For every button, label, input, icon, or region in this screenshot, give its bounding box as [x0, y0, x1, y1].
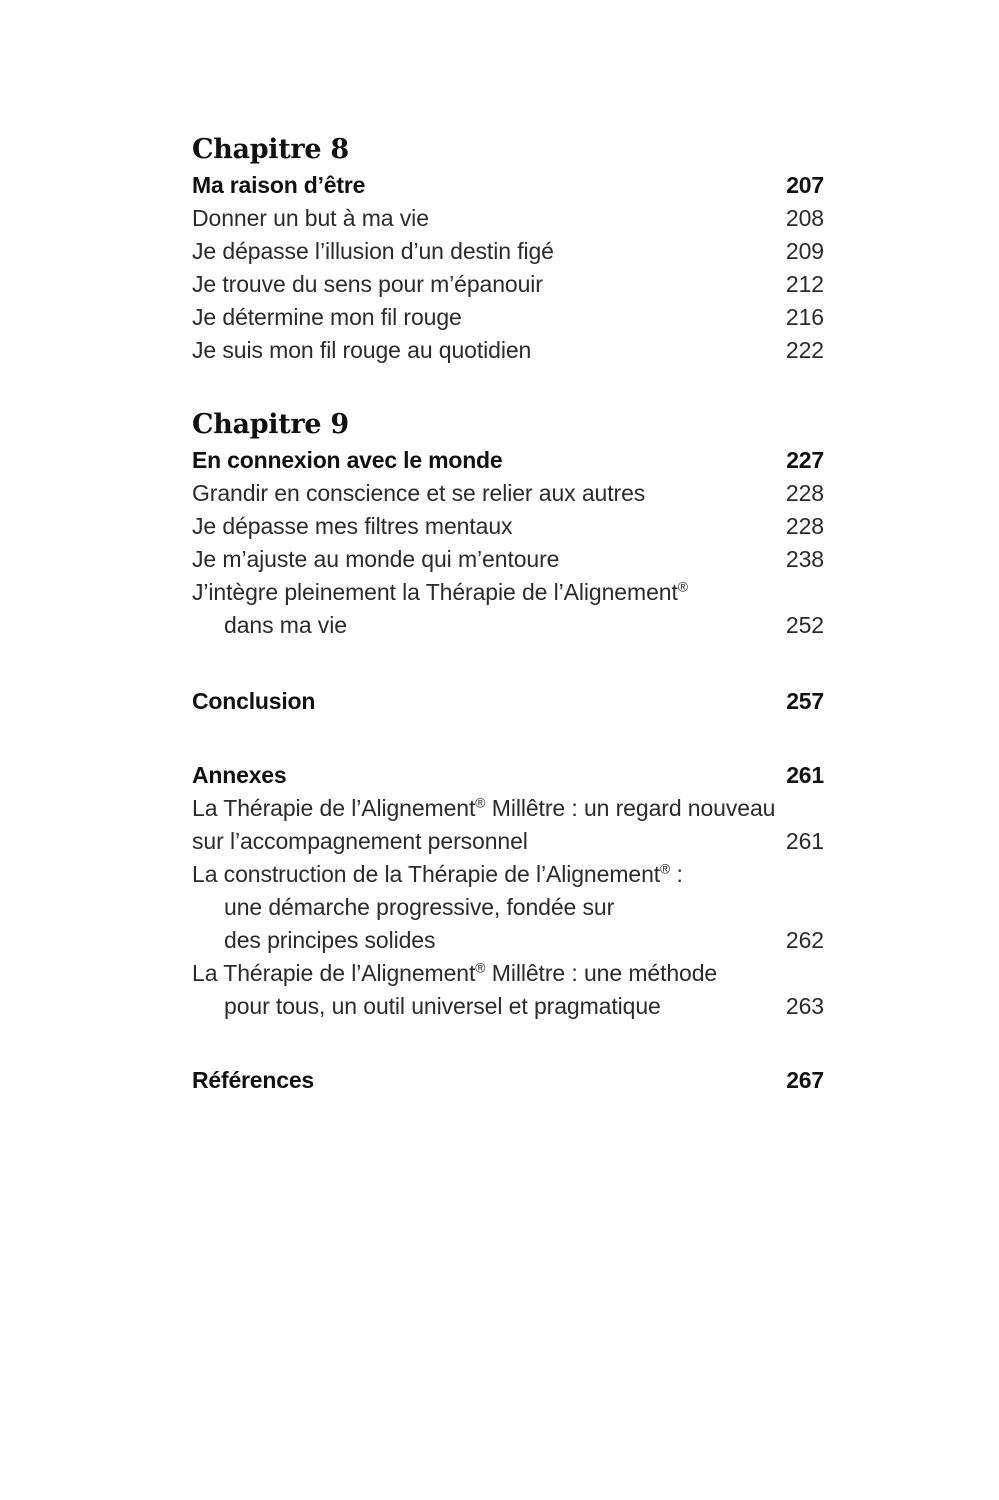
- chapter-block-9: [192, 407, 824, 642]
- references-row[interactable]: [192, 1063, 824, 1097]
- chapter-page-8: 207: [786, 172, 824, 198]
- toc-entry-label: J’intègre pleinement la Thérapie de l’Alignement®: [192, 579, 688, 605]
- toc-entry-label: La Thérapie de l’Alignement® Millêtre : une méthode: [192, 960, 718, 986]
- toc-entry-label: pour tous, un outil universel et pragmatique: [224, 993, 661, 1019]
- section-spacer: [192, 367, 824, 407]
- toc-entry[interactable]: [192, 235, 824, 268]
- toc-entry-label: des principes solides: [224, 927, 436, 953]
- chapter-page-9: 227: [786, 447, 824, 473]
- toc-container: [192, 132, 824, 1097]
- chapter-title-row-8[interactable]: [192, 168, 824, 202]
- toc-entry-page: 263: [785, 993, 824, 1019]
- toc-entry[interactable]: [192, 543, 824, 576]
- toc-entry-continuation[interactable]: [192, 891, 824, 924]
- toc-entry-label: Je détermine mon fil rouge: [192, 304, 462, 330]
- conclusion-label: Conclusion: [192, 688, 316, 714]
- toc-entry[interactable]: [192, 858, 824, 891]
- toc-entry[interactable]: [192, 477, 824, 510]
- chapter-title-8: Ma raison d’être: [192, 172, 366, 198]
- toc-entry-label: dans ma vie: [224, 612, 347, 638]
- toc-entry-page: 252: [785, 612, 824, 638]
- toc-entry-label: Je m’ajuste au monde qui m’entoure: [192, 546, 560, 572]
- toc-entry-label: Je dépasse l’illusion d’un destin figé: [192, 238, 554, 264]
- toc-entry[interactable]: [192, 576, 824, 609]
- conclusion-page: 257: [786, 688, 824, 714]
- references-page: 267: [786, 1067, 824, 1093]
- toc-entry-label: une démarche progressive, fondée sur: [224, 894, 615, 920]
- chapter-label-8: Chapitre 8: [192, 134, 349, 165]
- annexes-page: 261: [786, 762, 824, 788]
- chapter-title-row-9[interactable]: [192, 443, 824, 477]
- toc-entry-continuation[interactable]: [192, 924, 824, 957]
- chapter-block-8: [192, 132, 824, 367]
- toc-entry[interactable]: [192, 268, 824, 301]
- toc-entry[interactable]: [192, 202, 824, 235]
- toc-entry-label: sur l’accompagnement personnel: [192, 828, 528, 854]
- chapter-label-9: Chapitre 9: [192, 409, 349, 440]
- section-spacer: [192, 642, 824, 684]
- toc-entry[interactable]: [192, 792, 824, 825]
- toc-entry-label: Je suis mon fil rouge au quotidien: [192, 337, 532, 363]
- toc-entry-page: 228: [785, 513, 824, 539]
- toc-entry-label: La construction de la Thérapie de l’Alignement® :: [192, 861, 683, 887]
- section-spacer: [192, 1023, 824, 1063]
- toc-entry-label: Je dépasse mes filtres mentaux: [192, 513, 513, 539]
- toc-entry-page: 216: [785, 304, 824, 330]
- toc-entry[interactable]: [192, 334, 824, 367]
- toc-entry[interactable]: [192, 510, 824, 543]
- toc-entry-continuation[interactable]: [192, 609, 824, 642]
- toc-entry-label: Donner un but à ma vie: [192, 205, 429, 231]
- toc-entry-page: 261: [785, 828, 824, 854]
- toc-entry-label: La Thérapie de l’Alignement® Millêtre : un regard nouveau: [192, 795, 776, 821]
- toc-entry-page: 222: [785, 337, 824, 363]
- conclusion-row[interactable]: [192, 684, 824, 718]
- toc-entry-page: 209: [785, 238, 824, 264]
- toc-entry-page: 228: [785, 480, 824, 506]
- toc-entry-label: Je trouve du sens pour m’épanouir: [192, 271, 543, 297]
- toc-entry[interactable]: [192, 301, 824, 334]
- references-label: Références: [192, 1067, 315, 1093]
- annexes-block: [192, 758, 824, 1023]
- chapter-title-9: En connexion avec le monde: [192, 447, 503, 473]
- toc-entry-page: 212: [785, 271, 824, 297]
- annexes-row[interactable]: [192, 758, 824, 792]
- toc-entry-label: Grandir en conscience et se relier aux autres: [192, 480, 646, 506]
- toc-entry-page: 238: [785, 546, 824, 572]
- toc-entry-continuation[interactable]: [192, 990, 824, 1023]
- section-spacer: [192, 718, 824, 758]
- annexes-label: Annexes: [192, 762, 287, 788]
- toc-entry[interactable]: [192, 957, 824, 990]
- toc-entry-continuation[interactable]: [192, 825, 824, 858]
- toc-entry-page: 262: [785, 927, 824, 953]
- toc-entry-page: 208: [785, 205, 824, 231]
